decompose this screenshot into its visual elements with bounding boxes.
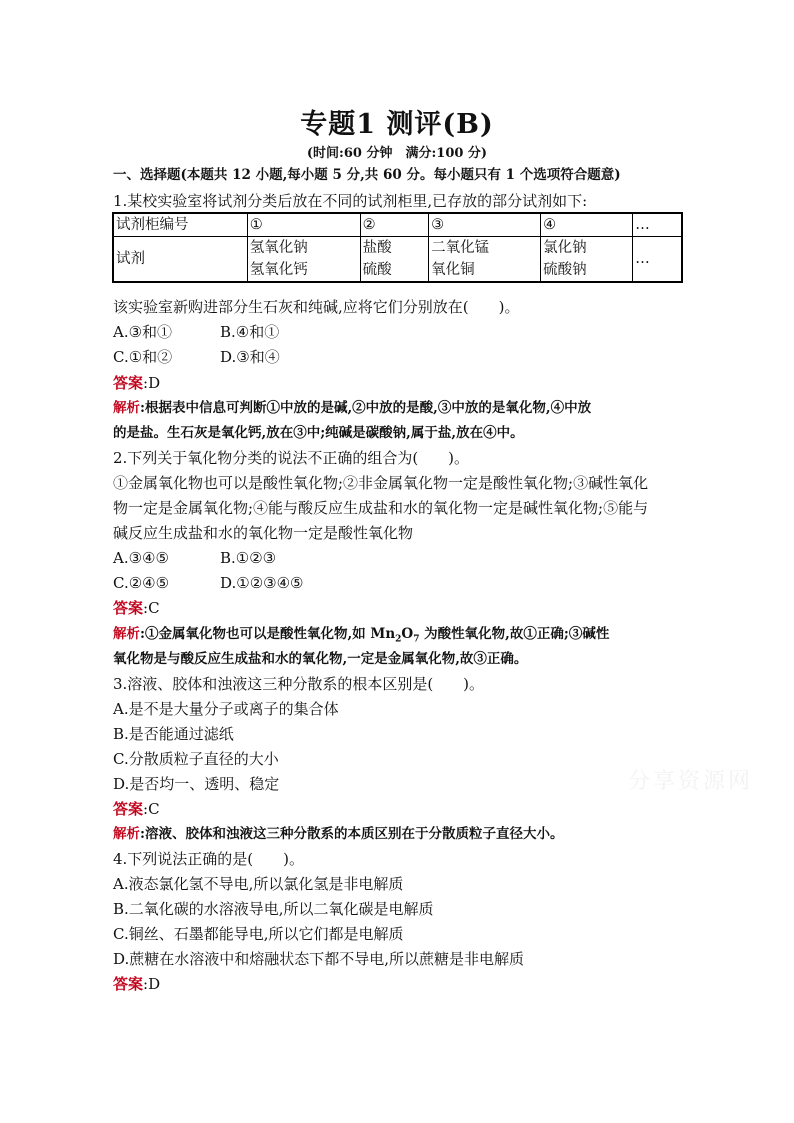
table-cell: ① xyxy=(247,213,360,237)
q2-body-line: 碱反应生成盐和水的氧化物一定是酸性氧化物 xyxy=(113,524,414,542)
analysis-label: 解析 xyxy=(113,626,140,642)
reagent-name: 氧化铜 xyxy=(431,262,475,278)
table-cell: ② xyxy=(360,213,428,237)
answer-value: :C xyxy=(143,800,160,818)
option-c: C.②④⑤ xyxy=(113,574,170,592)
option-b: B.④和① xyxy=(220,323,280,341)
q2-options-row xyxy=(113,573,304,593)
reagent-name: 硫酸 xyxy=(362,262,392,278)
option-b: B.①②③ xyxy=(220,549,277,567)
option-c: C.分散质粒子直径的大小 xyxy=(113,750,279,768)
q3-stem: 3.溶液、胶体和浊液这三种分散系的根本区别是( )。 xyxy=(113,675,485,693)
option-a: A.是不是大量分子或离子的集合体 xyxy=(113,700,339,718)
analysis-text: :①金属氧化物也可以是酸性氧化物,如 Mn xyxy=(140,626,396,642)
option-b: B.是否能通过滤纸 xyxy=(113,725,234,743)
q2-options-row xyxy=(113,548,277,568)
analysis-text: O xyxy=(401,626,414,642)
q1-options-row xyxy=(113,322,280,342)
reagent-name: 氢氧化钠 xyxy=(249,240,308,256)
reagent-name: 硫酸钠 xyxy=(543,262,587,278)
table-cell xyxy=(429,237,541,283)
q3-analysis xyxy=(113,824,563,844)
reagent-name: 二氧化锰 xyxy=(431,240,490,256)
q2-answer xyxy=(113,598,160,618)
table-row xyxy=(113,237,682,283)
page-subtitle: (时间:60 分钟 满分:100 分) xyxy=(306,146,488,161)
answer-value: :D xyxy=(143,975,161,993)
table-cell xyxy=(360,237,428,283)
option-b: B.二氧化碳的水溶液导电,所以二氧化碳是电解质 xyxy=(113,900,434,918)
answer-label: 答案 xyxy=(113,374,144,392)
option-c: C.铜丝、石墨都能导电,所以它们都是电解质 xyxy=(113,925,404,943)
q4-answer xyxy=(113,974,160,994)
table-cell: ④ xyxy=(541,213,633,237)
analysis-text: :根据表中信息可判断①中放的是碱,②中放的是酸,③中放的是氧化物,④中放 xyxy=(140,400,592,416)
answer-label: 答案 xyxy=(113,800,144,818)
answer-value: :C xyxy=(143,599,160,617)
q1-answer xyxy=(113,373,160,393)
reagent-name: 氯化钠 xyxy=(543,240,587,256)
option-d: D.③和④ xyxy=(220,348,280,366)
option-c: C.①和② xyxy=(113,348,173,366)
watermark: 分享资源网 xyxy=(628,769,754,794)
q1-stem: 1.某校实验室将试剂分类后放在不同的试剂柜里,已存放的部分试剂如下: xyxy=(113,192,588,210)
answer-label: 答案 xyxy=(113,599,144,617)
q2-stem: 2.下列关于氧化物分类的说法不正确的组合为( )。 xyxy=(113,449,470,467)
analysis-text: 为酸性氧化物,故①正确;③碱性 xyxy=(419,626,610,642)
q2-body-line: 物一定是金属氧化物;④能与酸反应生成盐和水的氧化物一定是碱性氧化物;⑤能与 xyxy=(113,499,649,517)
table-cell: … xyxy=(633,237,682,283)
q4-stem: 4.下列说法正确的是( )。 xyxy=(113,850,305,868)
table-cell: ③ xyxy=(429,213,541,237)
reagent-name: 氢氧化钙 xyxy=(249,262,308,278)
table-cell xyxy=(247,237,360,283)
answer-value: :D xyxy=(143,374,161,392)
analysis-text: :溶液、胶体和浊液这三种分散系的本质区别在于分散质粒子直径大小。 xyxy=(140,826,564,842)
table-cell: … xyxy=(633,213,682,237)
table-cell: 试剂柜编号 xyxy=(113,213,247,237)
q1-options-row xyxy=(113,347,280,367)
option-a: A.③和① xyxy=(113,323,173,341)
q1-analysis xyxy=(113,398,591,418)
page-title: 专题1 测评(B) xyxy=(300,109,494,140)
table-cell: 试剂 xyxy=(113,237,247,283)
q2-analysis-cont: 氧化物是与酸反应生成盐和水的氧化物,一定是金属氧化物,故③正确。 xyxy=(113,651,528,667)
q3-answer xyxy=(113,799,160,819)
subscript: 2 xyxy=(395,634,402,645)
analysis-label: 解析 xyxy=(113,400,140,416)
table-cell xyxy=(541,237,633,283)
answer-label: 答案 xyxy=(113,975,144,993)
reagent-name: 盐酸 xyxy=(362,240,392,256)
q1-analysis-cont: 的是盐。生石灰是氧化钙,放在③中;纯碱是碳酸钠,属于盐,放在④中。 xyxy=(113,425,524,441)
q2-body-line: ①金属氧化物也可以是酸性氧化物;②非金属氧化物一定是酸性氧化物;③碱性氧化 xyxy=(113,474,649,492)
q2-analysis xyxy=(113,624,609,650)
option-d: D.是否均一、透明、稳定 xyxy=(113,775,280,793)
q1-followup: 该实验室新购进部分生石灰和纯碱,应将它们分别放在( )。 xyxy=(113,298,520,316)
subscript: 7 xyxy=(413,634,420,645)
table-row xyxy=(113,213,682,237)
analysis-label: 解析 xyxy=(113,826,140,842)
option-d: D.①②③④⑤ xyxy=(220,574,304,592)
reagent-cabinet-table xyxy=(112,212,683,283)
option-a: A.③④⑤ xyxy=(113,549,169,567)
option-a: A.液态氯化氢不导电,所以氯化氢是非电解质 xyxy=(113,875,404,893)
section-heading: 一、选择题(本题共 12 小题,每小题 5 分,共 60 分。每小题只有 1 个选项符合题意) xyxy=(113,167,621,183)
option-d: D.蔗糖在水溶液中和熔融状态下都不导电,所以蔗糖是非电解质 xyxy=(113,950,525,968)
